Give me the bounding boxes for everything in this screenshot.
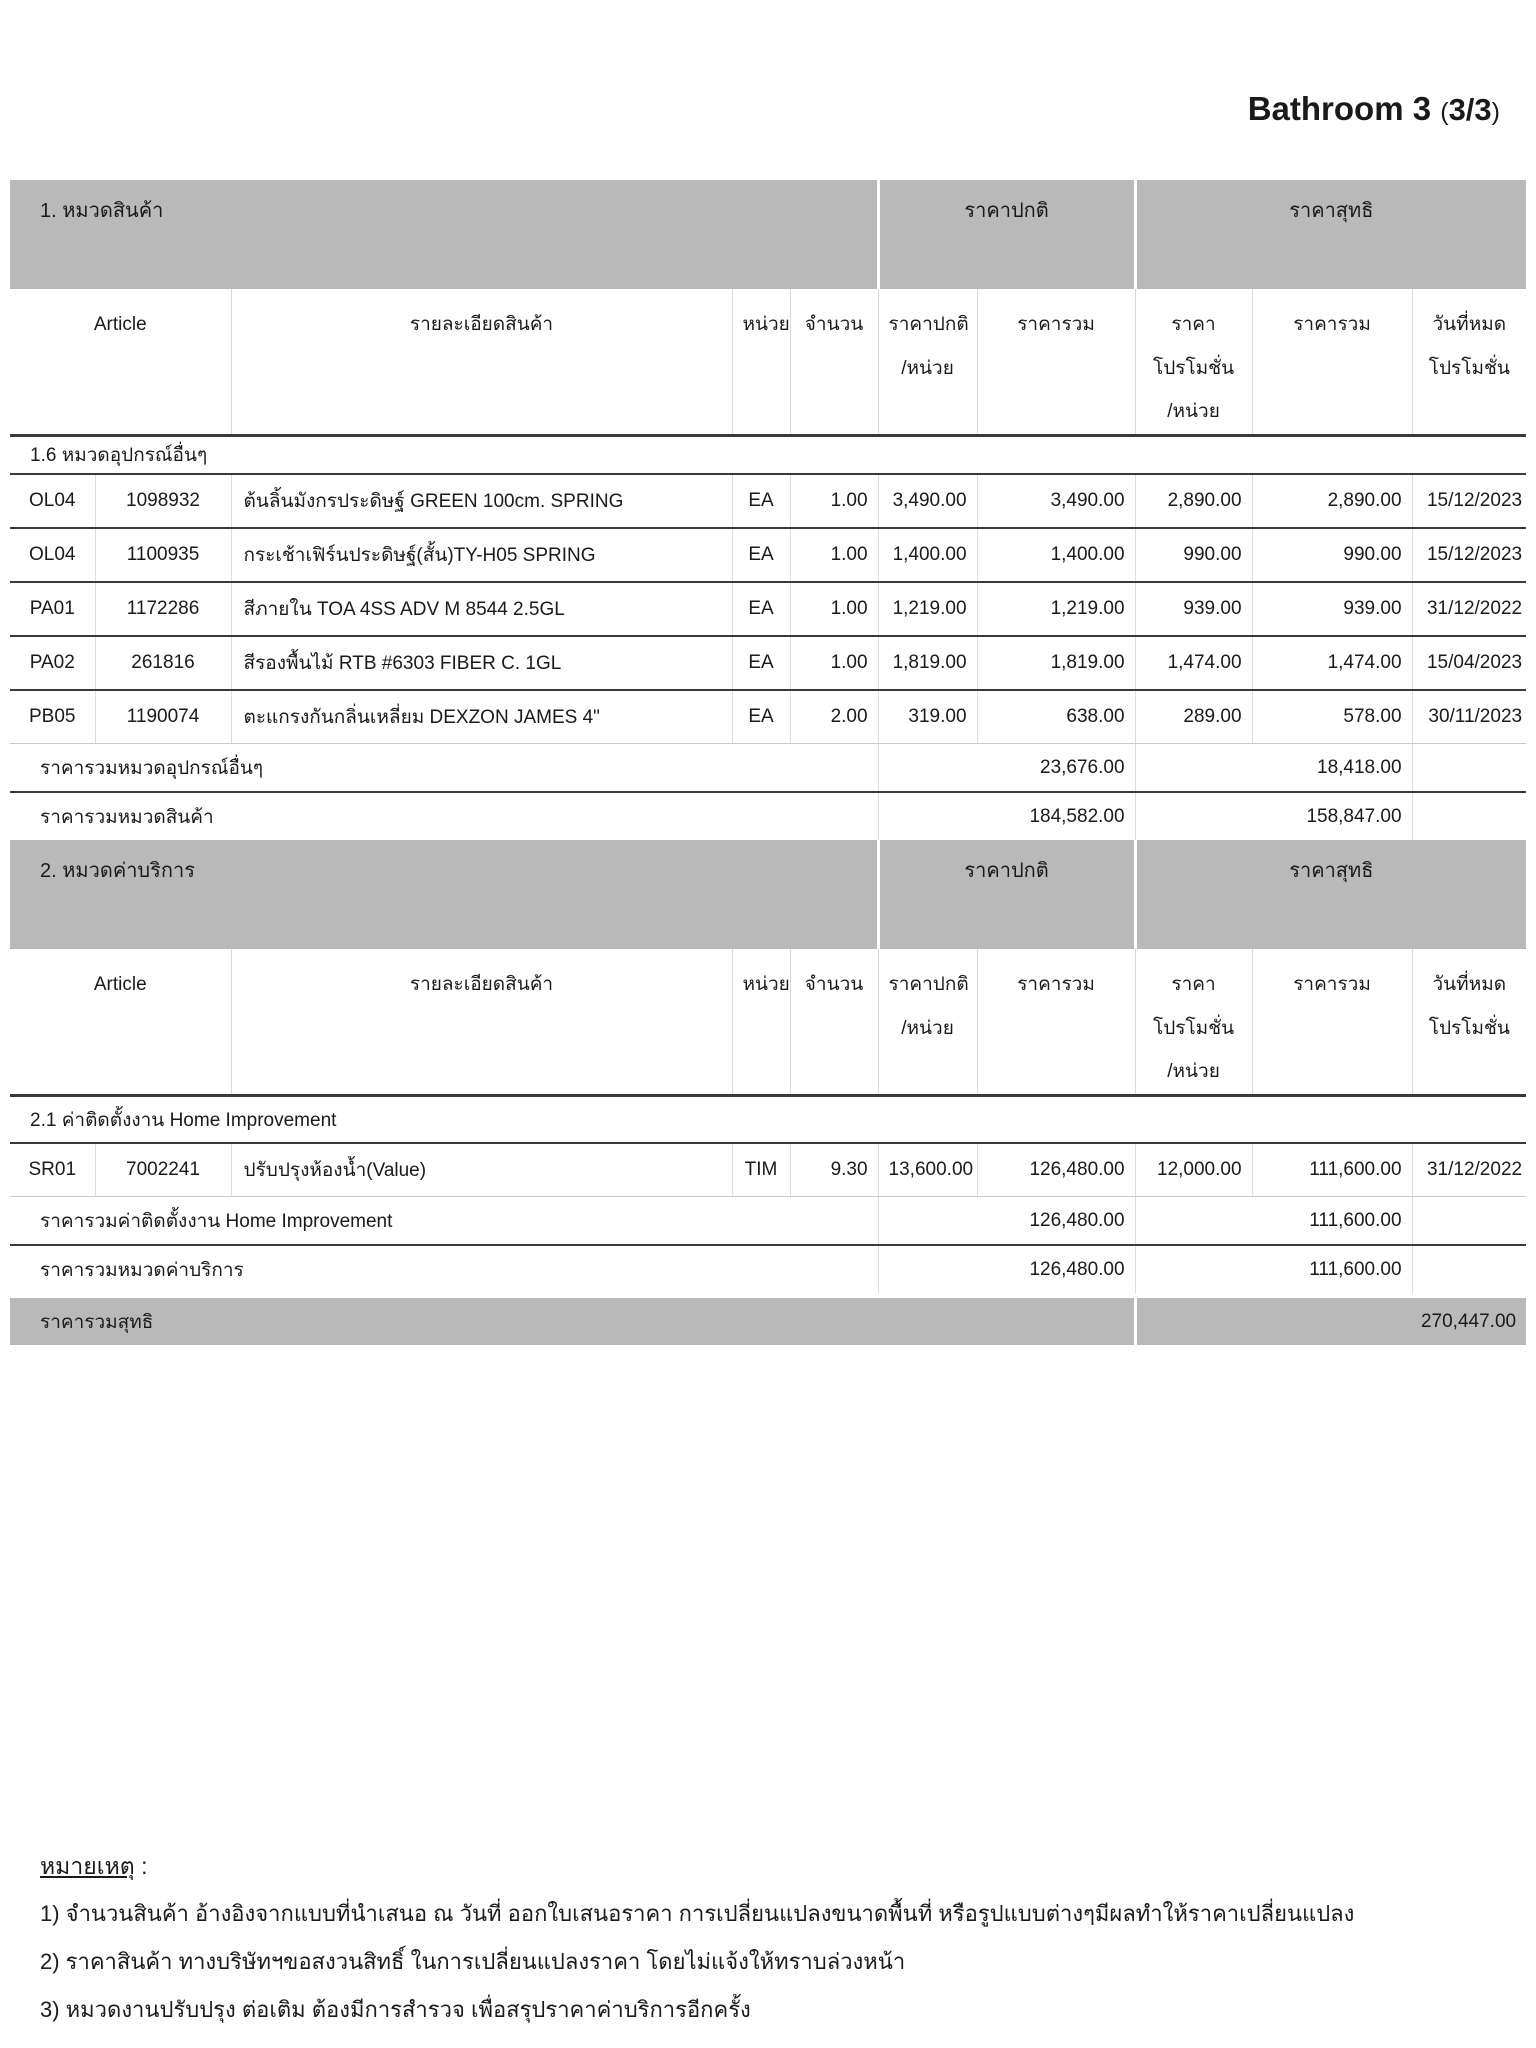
cell-total: 638.00 <box>977 690 1135 744</box>
cell-unit: TIM <box>732 1143 790 1197</box>
section2-title: 2. หมวดค่าบริการ <box>10 840 878 949</box>
cell-description: ปรับปรุงห้องน้ำ(Value) <box>231 1143 732 1197</box>
subsection2-total-row <box>10 1197 1526 1246</box>
cell-promo-total: 1,474.00 <box>1252 636 1412 690</box>
cell-total: 1,219.00 <box>977 582 1135 636</box>
cell-promo-unit-price: 1,474.00 <box>1135 636 1252 690</box>
cell-total: 126,480.00 <box>977 1143 1135 1197</box>
cell-article: 261816 <box>95 636 231 690</box>
note-line: 2) ราคาสินค้า ทางบริษัทฯขอสงวนสิทธิ์ ในการเปลี่ยนแปลงราคา โดยไม่แจ้งให้ทราบล่วงหน้า <box>40 1949 906 1974</box>
cell-total: 1,819.00 <box>977 636 1135 690</box>
cell-total: 3,490.00 <box>977 474 1135 528</box>
cell-unit: EA <box>732 636 790 690</box>
cell-code: PA01 <box>10 582 95 636</box>
quotation-table <box>10 180 1526 1345</box>
cell-qty: 9.30 <box>790 1143 878 1197</box>
section2-band <box>10 840 1526 949</box>
cell-qty: 1.00 <box>790 528 878 582</box>
table-row <box>10 474 1526 528</box>
section1-total-row <box>10 792 1526 840</box>
cell-promo-total: 111,600.00 <box>1252 1143 1412 1197</box>
section2-normal-price-header: ราคาปกติ <box>878 840 1135 949</box>
cell-end-date: 31/12/2022 <box>1412 582 1526 636</box>
cell-unit-price: 1,819.00 <box>878 636 977 690</box>
col-promo-unit-price: ราคา โปรโมชั่น /หน่วย <box>1135 949 1252 1096</box>
subsection-total-net: 18,418.00 <box>1135 744 1412 793</box>
section2-net-price-header: ราคาสุทธิ <box>1135 840 1526 949</box>
cell-code: PA02 <box>10 636 95 690</box>
col-description: รายละเอียดสินค้า <box>231 949 732 1096</box>
subsection-1-6 <box>10 436 1526 475</box>
section2-total-label: ราคารวมหมวดค่าบริการ <box>40 1259 244 1281</box>
col-qty: จำนวน <box>790 289 878 436</box>
cell-description: ตะแกรงกันกลิ่นเหลี่ยม DEXZON JAMES 4" <box>231 690 732 744</box>
col-normal-unit-price: ราคาปกติ /หน่วย <box>878 289 977 436</box>
section2-total-net: 111,600.00 <box>1135 1245 1412 1293</box>
table-row <box>10 528 1526 582</box>
cell-article: 1100935 <box>95 528 231 582</box>
cell-description: ต้นลิ้นมังกรประดิษฐ์ GREEN 100cm. SPRING <box>231 474 732 528</box>
subsection-2-1 <box>10 1096 1526 1144</box>
cell-promo-unit-price: 12,000.00 <box>1135 1143 1252 1197</box>
section2-total-normal: 126,480.00 <box>878 1245 1135 1293</box>
subsection-1-6-label: 1.6 หมวดอุปกรณ์อื่นๆ <box>10 436 1526 475</box>
col-normal-total: ราคารวม <box>977 289 1135 436</box>
cell-code: PB05 <box>10 690 95 744</box>
page-title-main: Bathroom 3 <box>1247 90 1432 127</box>
note-line: 3) หมวดงานปรับปรุง ต่อเติม ต้องมีการสำรวจ เพื่อสรุปราคาค่าบริการอีกครั้ง <box>40 1997 751 2022</box>
cell-promo-total: 990.00 <box>1252 528 1412 582</box>
subsection-2-1-label: 2.1 ค่าติดตั้งงาน Home Improvement <box>10 1096 1526 1144</box>
grand-total-value: 270,447.00 <box>1135 1298 1526 1345</box>
section1-normal-price-header: ราคาปกติ <box>878 180 1135 289</box>
col-promo-unit-price: ราคา โปรโมชั่น /หน่วย <box>1135 289 1252 436</box>
cell-description: สีภายใน TOA 4SS ADV M 8544 2.5GL <box>231 582 732 636</box>
col-normal-total: ราคารวม <box>977 949 1135 1096</box>
section1-title: 1. หมวดสินค้า <box>10 180 878 289</box>
section2-total-row <box>10 1245 1526 1293</box>
section1-total-net: 158,847.00 <box>1135 792 1412 840</box>
cell-description: สีรองพื้นไม้ RTB #6303 FIBER C. 1GL <box>231 636 732 690</box>
subsection-total-empty <box>1412 744 1526 793</box>
cell-end-date: 30/11/2023 <box>1412 690 1526 744</box>
col-article: Article <box>10 949 231 1096</box>
section2-total-empty <box>1412 1245 1526 1293</box>
cell-total: 1,400.00 <box>977 528 1135 582</box>
page-title-paren-close: ) <box>1491 98 1500 126</box>
cell-end-date: 31/12/2022 <box>1412 1143 1526 1197</box>
section1-net-price-header: ราคาสุทธิ <box>1135 180 1526 289</box>
subsection2-total-normal: 126,480.00 <box>878 1197 1135 1246</box>
cell-unit: EA <box>732 582 790 636</box>
section1-total-normal: 184,582.00 <box>878 792 1135 840</box>
cell-unit-price: 13,600.00 <box>878 1143 977 1197</box>
cell-description: กระเช้าเฟิร์นประดิษฐ์(สั้น)TY-H05 SPRING <box>231 528 732 582</box>
cell-code: SR01 <box>10 1143 95 1197</box>
notes-heading: หมายเหตุ : <box>40 1853 148 1879</box>
page-title <box>1248 90 1500 128</box>
cell-end-date: 15/04/2023 <box>1412 636 1526 690</box>
col-promo-total: ราคารวม <box>1252 949 1412 1096</box>
cell-end-date: 15/12/2023 <box>1412 474 1526 528</box>
table-row <box>10 582 1526 636</box>
cell-promo-unit-price: 939.00 <box>1135 582 1252 636</box>
cell-article: 7002241 <box>95 1143 231 1197</box>
cell-article: 1190074 <box>95 690 231 744</box>
col-promo-total: ราคารวม <box>1252 289 1412 436</box>
notes <box>40 1842 1354 2034</box>
section1-total-label: ราคารวมหมวดสินค้า <box>40 806 214 828</box>
subsection2-total-label: ราคารวมค่าติดตั้งงาน Home Improvement <box>10 1197 878 1246</box>
cell-end-date: 15/12/2023 <box>1412 528 1526 582</box>
cell-promo-unit-price: 990.00 <box>1135 528 1252 582</box>
col-description: รายละเอียดสินค้า <box>231 289 732 436</box>
cell-unit: EA <box>732 474 790 528</box>
cell-unit-price: 1,400.00 <box>878 528 977 582</box>
section1-column-header-row <box>10 289 1526 436</box>
col-article: Article <box>10 289 231 436</box>
col-unit: หน่วย <box>732 289 790 436</box>
cell-promo-unit-price: 289.00 <box>1135 690 1252 744</box>
cell-article: 1172286 <box>95 582 231 636</box>
cell-code: OL04 <box>10 474 95 528</box>
table-row <box>10 690 1526 744</box>
section1-band <box>10 180 1526 289</box>
grand-total-label: ราคารวมสุทธิ <box>10 1298 1135 1345</box>
cell-promo-unit-price: 2,890.00 <box>1135 474 1252 528</box>
cell-qty: 1.00 <box>790 582 878 636</box>
cell-unit-price: 3,490.00 <box>878 474 977 528</box>
cell-unit: EA <box>732 690 790 744</box>
cell-promo-total: 578.00 <box>1252 690 1412 744</box>
cell-article: 1098932 <box>95 474 231 528</box>
col-unit: หน่วย <box>732 949 790 1096</box>
subsection2-total-net: 111,600.00 <box>1135 1197 1412 1246</box>
cell-unit-price: 319.00 <box>878 690 977 744</box>
subsection2-total-empty <box>1412 1197 1526 1246</box>
subsection-total-normal: 23,676.00 <box>878 744 1135 793</box>
page-number: 3/3 <box>1448 92 1492 127</box>
cell-unit: EA <box>732 528 790 582</box>
section1-total-empty <box>1412 792 1526 840</box>
table-row <box>10 636 1526 690</box>
col-qty: จำนวน <box>790 949 878 1096</box>
cell-qty: 2.00 <box>790 690 878 744</box>
grand-total-row <box>10 1298 1526 1345</box>
cell-code: OL04 <box>10 528 95 582</box>
subsection-total-row <box>10 744 1526 793</box>
cell-unit-price: 1,219.00 <box>878 582 977 636</box>
subsection-total-label: ราคารวมหมวดอุปกรณ์อื่นๆ <box>10 744 878 793</box>
cell-qty: 1.00 <box>790 636 878 690</box>
col-end-date: วันที่หมด โปรโมชั่น <box>1412 289 1526 436</box>
section2-column-header-row <box>10 949 1526 1096</box>
page-title-paren-open: ( <box>1440 98 1449 126</box>
cell-promo-total: 2,890.00 <box>1252 474 1412 528</box>
note-line: 1) จำนวนสินค้า อ้างอิงจากแบบที่นำเสนอ ณ วันที่ ออกใบเสนอราคา การเปลี่ยนแปลงขนาดพื้นที่ หรือรูปแบบต่างๆมีผลทำให้ราคาเปลี่ยนแปลง <box>40 1901 1355 1926</box>
table-row <box>10 1143 1526 1197</box>
cell-promo-total: 939.00 <box>1252 582 1412 636</box>
cell-qty: 1.00 <box>790 474 878 528</box>
col-normal-unit-price: ราคาปกติ /หน่วย <box>878 949 977 1096</box>
col-end-date: วันที่หมด โปรโมชั่น <box>1412 949 1526 1096</box>
